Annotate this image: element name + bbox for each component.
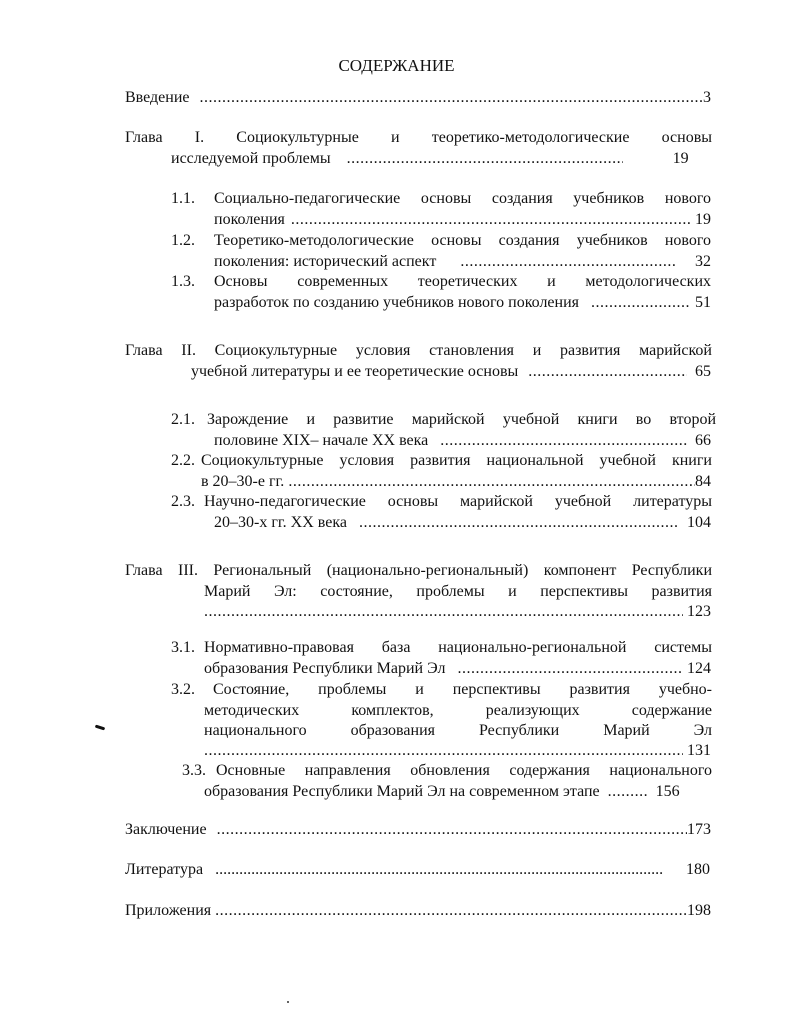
- toc-page-number: 65: [695, 363, 711, 380]
- section-1-1-line2[interactable]: [214, 209, 711, 230]
- dot-leader: [215, 900, 687, 921]
- section-1-2-line2[interactable]: [214, 251, 711, 272]
- toc-label: Литература: [125, 861, 204, 878]
- section-3-2-line4[interactable]: [204, 740, 711, 761]
- toc-page-number: 173: [687, 821, 711, 838]
- section-3-2-line3[interactable]: национального образования Республики Марий Эл: [204, 722, 712, 739]
- section-3-1-line1[interactable]: Нормативно-правовая база национально-региональной системы: [204, 639, 712, 656]
- section-3-1-line2[interactable]: [204, 658, 711, 679]
- section-3-2-line1[interactable]: Состояние, проблемы и перспективы развития учебно-: [213, 681, 712, 698]
- dot-leader: [359, 512, 677, 533]
- toc-page-number: 104: [687, 514, 711, 531]
- section-number: 2.2.: [171, 452, 195, 469]
- toc-page-number: 51: [695, 294, 711, 311]
- toc-page-number: 124: [687, 660, 711, 677]
- toc-page-number: 123: [687, 603, 711, 620]
- section-2-3-line1[interactable]: Научно-педагогические основы марийской учебной литературы: [204, 493, 712, 510]
- toc-label: половине XIX– начале XX века: [214, 432, 429, 449]
- toc-page-number: 84: [695, 473, 711, 490]
- dot-leader: [200, 87, 704, 108]
- chapter-3-title-line3[interactable]: [204, 601, 711, 622]
- section-3-3-line2[interactable]: [204, 781, 711, 802]
- dot-leader: [291, 209, 691, 230]
- section-1-2-line1[interactable]: Теоретико-методологические основы создания учебников нового: [214, 232, 711, 249]
- dot-leader: [347, 148, 623, 169]
- chapter-3-title-line2[interactable]: Марий Эл: состояние, проблемы и перспективы развития: [204, 583, 712, 600]
- toc-entry-conclusion[interactable]: [125, 819, 711, 840]
- chapter-2-title-line2[interactable]: [191, 361, 711, 382]
- dot-leader: [591, 292, 691, 313]
- section-2-1-line2[interactable]: [214, 430, 711, 451]
- toc-label: Приложения: [125, 902, 212, 919]
- dot-leader: [528, 361, 687, 382]
- toc-page-number: 131: [687, 742, 711, 759]
- section-number: 1.2.: [171, 232, 195, 249]
- dot-leader: [204, 740, 683, 761]
- toc-label: учебной литературы и ее теоретические основы: [191, 363, 519, 380]
- dot-leader: [217, 819, 687, 840]
- section-2-2-line1[interactable]: Социокультурные условия развития национальной учебной книги: [201, 452, 712, 469]
- section-number: 2.3.: [171, 493, 195, 510]
- toc-entry-appendix[interactable]: [125, 900, 711, 921]
- dot-leader: [215, 859, 664, 880]
- toc-label: образования Республики Марий Эл: [204, 660, 446, 677]
- toc-page-number: 66: [695, 432, 711, 449]
- toc-label: Введение: [125, 89, 190, 106]
- section-number: 3.3.: [182, 762, 206, 779]
- toc-page-number: 198: [687, 902, 711, 919]
- dot-leader: [457, 658, 683, 679]
- toc-label: поколения: исторический аспект: [214, 253, 437, 270]
- section-2-2-line2[interactable]: [201, 471, 711, 492]
- section-number: 2.1.: [171, 411, 195, 428]
- toc-page-number: 19: [672, 150, 689, 167]
- scan-dot: [287, 1001, 289, 1003]
- scan-mark: [95, 725, 105, 731]
- toc-label: образования Республики Марий Эл на современном этапе: [204, 783, 600, 800]
- chapter-3-title-line1[interactable]: Глава III. Региональный (национально-региональный) компонент Республики: [125, 562, 712, 579]
- chapter-1-title-line1[interactable]: Глава I. Социокультурные и теоретико-методологические основы: [125, 129, 712, 146]
- toc-label: исследуемой проблемы: [171, 150, 331, 167]
- toc-page-number: 19: [695, 211, 711, 228]
- toc-page-number: 156: [655, 783, 680, 800]
- toc-page-number: 180: [686, 861, 710, 878]
- dot-leader: [608, 781, 648, 802]
- toc-label: в 20–30-е гг.: [201, 473, 285, 490]
- page-title: СОДЕРЖАНИЕ: [338, 56, 455, 75]
- dot-leader: [288, 471, 695, 492]
- section-number: 1.1.: [171, 190, 195, 207]
- dot-leader: [440, 430, 687, 451]
- section-1-3-line2[interactable]: [214, 292, 711, 313]
- section-2-1-line1[interactable]: Зарождение и развитие марийской учебной книги во второй: [207, 411, 716, 428]
- toc-label: 20–30-х гг. XX века: [214, 514, 347, 531]
- dot-leader: [460, 251, 677, 272]
- section-3-2-line2[interactable]: методических комплектов, реализующих содержание: [204, 702, 712, 719]
- dot-leader: [204, 601, 683, 622]
- section-number: 3.1.: [171, 639, 195, 656]
- toc-entry-literature[interactable]: [125, 859, 710, 880]
- section-2-3-line2[interactable]: [214, 512, 711, 533]
- section-1-1-line1[interactable]: Социально-педагогические основы создания учебников нового: [214, 190, 711, 207]
- toc-label: Заключение: [125, 821, 207, 838]
- toc-label: поколения: [214, 211, 285, 228]
- toc-page-number: 32: [695, 253, 711, 270]
- section-3-3-line1[interactable]: Основные направления обновления содержания национального: [216, 762, 712, 779]
- toc-label: разработок по созданию учебников нового поколения: [214, 294, 580, 311]
- section-number: 1.3.: [171, 273, 195, 290]
- section-number: 3.2.: [171, 681, 195, 698]
- toc-entry-introduction[interactable]: [125, 87, 711, 108]
- chapter-2-title-line1[interactable]: Глава II. Социокультурные условия становления и развития марийской: [125, 342, 712, 359]
- chapter-1-title-line2[interactable]: [171, 148, 711, 169]
- section-1-3-line1[interactable]: Основы современных теоретических и методологических: [214, 273, 711, 290]
- toc-page-number: 3: [703, 89, 711, 106]
